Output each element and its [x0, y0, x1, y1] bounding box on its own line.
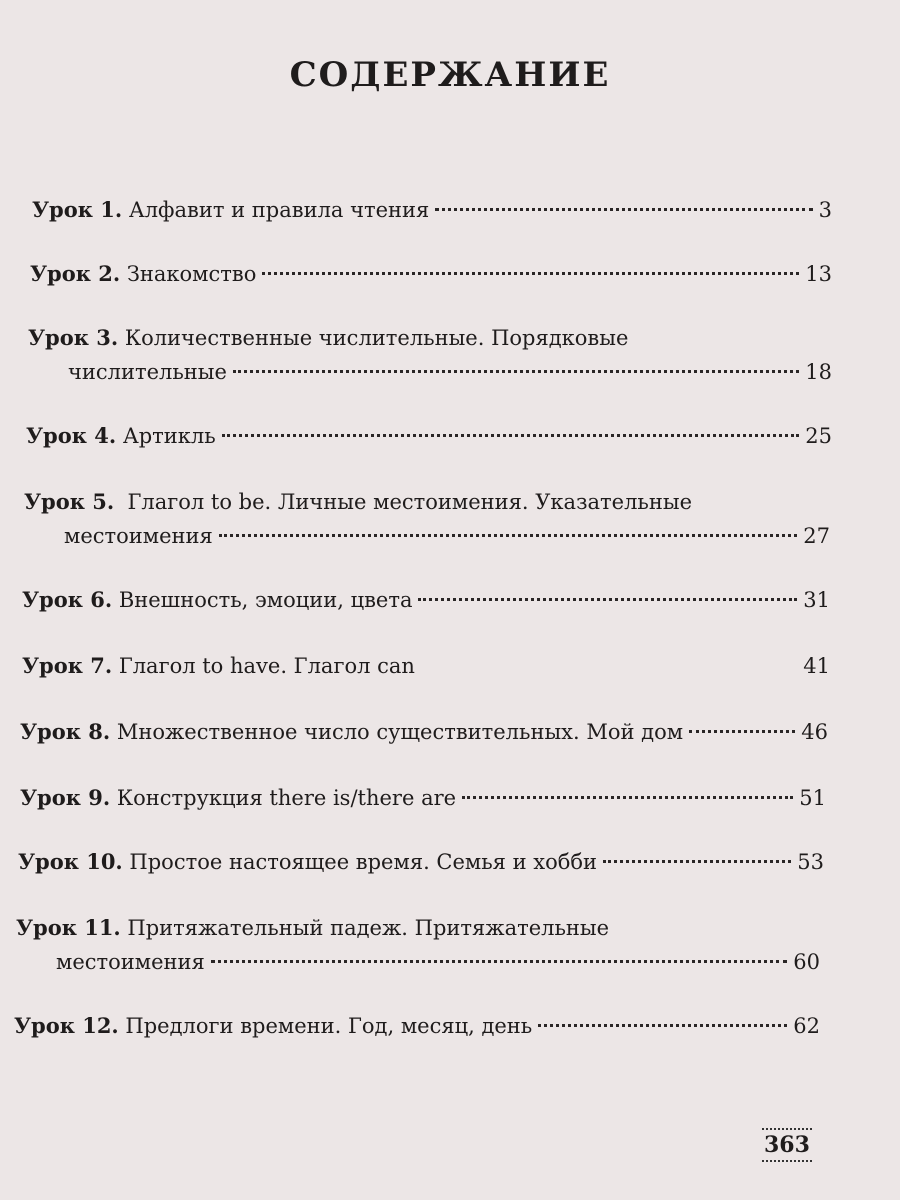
toc-entry	[18, 850, 824, 878]
lesson-number: Урок 5.	[24, 489, 115, 514]
lesson-title: Конструкция there is/there are	[110, 786, 457, 810]
lesson-title-continued: местоимения	[56, 950, 205, 974]
lesson-number: Урок 4.	[26, 423, 117, 448]
lesson-number: Урок 11.	[16, 915, 121, 940]
lesson-title: Простое настоящее время. Семья и хобби	[122, 850, 598, 874]
dot-leader	[233, 370, 799, 373]
lesson-number: Урок 12.	[14, 1013, 119, 1038]
lesson-number: Урок 8.	[20, 719, 111, 744]
lesson-title: Артикль	[116, 424, 216, 448]
toc-entry	[22, 654, 830, 682]
dot-leader	[538, 1024, 787, 1027]
lesson-number: Урок 6.	[22, 587, 113, 612]
page-number: 41	[803, 654, 830, 678]
lesson-number: Урок 7.	[22, 653, 113, 678]
toc-entry	[16, 916, 820, 978]
page-number: 46	[801, 720, 828, 744]
toc-entry	[14, 1014, 820, 1042]
dot-leader	[462, 796, 793, 799]
page-number: 25	[805, 424, 832, 448]
toc-entry	[22, 588, 830, 616]
dot-leader	[262, 272, 799, 275]
page-number: 27	[803, 524, 830, 548]
lesson-title: Внешность, эмоции, цвета	[112, 588, 413, 612]
page-folio: 363	[762, 1128, 812, 1162]
page-number: 18	[805, 360, 832, 384]
dot-leader	[211, 960, 787, 963]
dot-leader	[689, 730, 795, 733]
toc-entry	[20, 720, 828, 748]
lesson-number: Урок 3.	[28, 325, 119, 350]
page-number: 51	[799, 786, 826, 810]
page-title: СОДЕРЖАНИЕ	[289, 55, 611, 95]
dot-leader	[219, 534, 797, 537]
page-number: 3	[818, 198, 832, 222]
lesson-number: Урок 9.	[20, 785, 111, 810]
dot-leader	[435, 208, 812, 211]
page-number: 62	[793, 1014, 820, 1038]
toc-entry	[20, 786, 826, 814]
lesson-title-continued: числительные	[68, 360, 227, 384]
lesson-title: Количественные числительные. Порядковые	[118, 326, 629, 350]
dot-leader	[603, 860, 791, 863]
toc-entry	[30, 262, 832, 290]
lesson-title: Глагол to have. Глагол can	[112, 654, 415, 678]
dot-leader	[222, 434, 800, 437]
page-number: 13	[805, 262, 832, 286]
lesson-number: Урок 2.	[30, 261, 121, 286]
page-number: 53	[797, 850, 824, 874]
lesson-title: Предлоги времени. Год, месяц, день	[118, 1014, 533, 1038]
toc-entry	[26, 424, 832, 452]
lesson-title: Глагол to be. Личные местоимения. Указательные	[114, 490, 692, 514]
lesson-title-continued: местоимения	[64, 524, 213, 548]
lesson-title: Притяжательный падеж. Притяжательные	[120, 916, 610, 940]
page-number: 31	[803, 588, 830, 612]
toc-entry	[32, 198, 832, 226]
lesson-title: Множественное число существительных. Мой дом	[110, 720, 684, 744]
lesson-title: Знакомство	[120, 262, 257, 286]
lesson-number: Урок 10.	[18, 849, 123, 874]
lesson-title: Алфавит и правила чтения	[122, 198, 430, 222]
dot-leader	[418, 598, 797, 601]
lesson-number: Урок 1.	[32, 197, 123, 222]
page-number: 60	[793, 950, 820, 974]
toc-entry	[24, 490, 830, 552]
toc-entry	[28, 326, 832, 388]
